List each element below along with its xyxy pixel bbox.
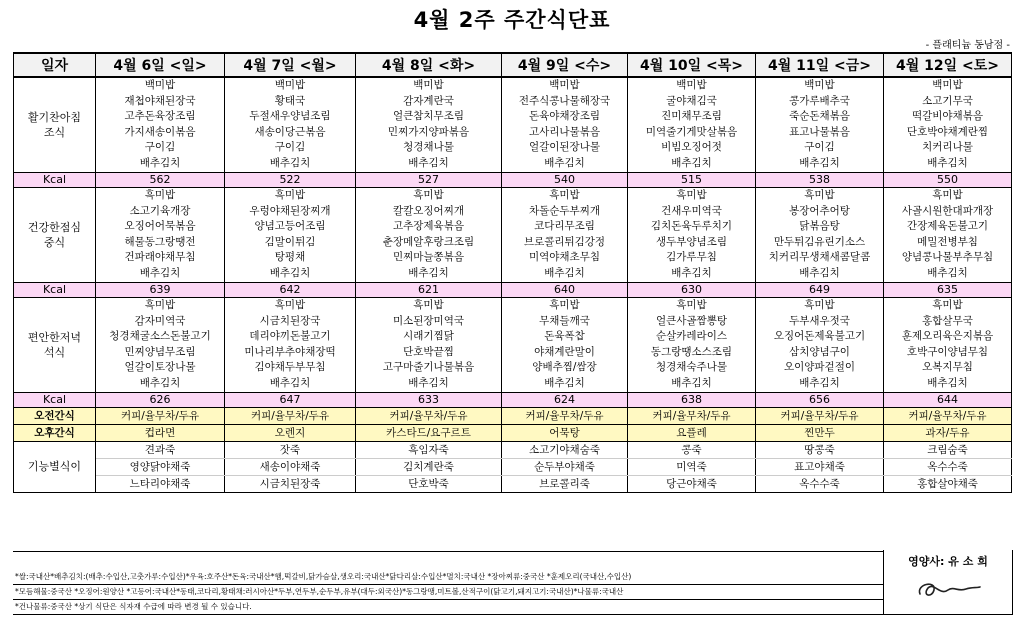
menu-item: 흑미밥 [804,299,835,311]
kcal-value: 630 [628,283,756,298]
day-header: 4월 6일 <일> [96,53,225,77]
kcal-row [14,393,1012,408]
porridge-item: 미역죽 [628,459,756,476]
menu-item: 민찌양념무조림 [124,345,196,358]
menu-item: 차돌순두부찌개 [528,204,600,217]
porridge-item: 느타리야채죽 [96,476,225,493]
menu-item: 흑미밥 [274,299,306,311]
day-menu [756,188,884,283]
menu-item: 흑미밥 [413,299,444,311]
kcal-value: 562 [96,173,225,188]
menu-item: 배추김치 [671,266,712,279]
menu-item: 얼갈이된장나물 [528,141,600,154]
menu-item: 백미밥 [413,79,444,91]
menu-item: 백미밥 [676,79,707,91]
porridge-item: 표고야채죽 [756,459,884,476]
menu-item: 죽순돈채볶음 [789,110,850,123]
menu-item: 시금치된장국 [259,314,321,327]
kcal-value: 639 [96,283,225,298]
menu-item: 김말이튀김 [264,235,316,248]
kcal-label: Kcal [14,283,96,298]
porridge-item: 김치계란죽 [356,459,502,476]
menu-item: 탕평채 [274,251,306,264]
menu-item: 치커리무생채새콤달콤 [768,251,871,264]
menu-item: 오이양파겉절이 [783,361,855,374]
meal-label-type: 석식 [43,346,66,359]
snack-value: 찐만두 [756,425,884,442]
menu-item: 닭볶음탕 [799,220,840,233]
snack-row [14,408,1012,425]
meal-label-title: 활기찬아침 [27,111,82,124]
menu-item: 흑미밥 [932,299,963,311]
menu-item: 홍합살무국 [922,314,973,327]
menu-item: 배추김치 [544,156,585,169]
menu-item: 구이김 [804,141,835,154]
porridge-item: 옥수수죽 [756,476,884,493]
day-menu [502,77,628,173]
menu-item: 브로콜리튀김강정 [523,235,606,248]
snack-value: 요플레 [628,425,756,442]
porridge-item: 크림숨죽 [884,442,1012,459]
snack-value: 컵라면 [96,425,225,442]
day-menu [96,77,225,173]
menu-item: 건새우미역국 [661,204,722,217]
functional-row [14,442,1012,459]
menu-item: 고추장제육볶음 [392,220,464,233]
kcal-row [14,173,1012,188]
kcal-value: 624 [502,393,628,408]
menu-item: 메밀전병부침 [917,235,978,248]
menu-item: 야채계란말이 [534,345,595,358]
menu-item: 단호박끝찜 [403,345,454,358]
snack-label: 오후간식 [14,425,96,442]
menu-item: 배추김치 [544,376,585,389]
porridge-item: 단호박죽 [356,476,502,493]
kcal-value: 621 [356,283,502,298]
menu-item: 흑미밥 [549,299,580,311]
snack-value: 커피/율무차/두유 [96,408,225,425]
menu-item: 재첩야채된장국 [124,94,196,107]
menu-item: 청경채굴소스돈불고기 [109,330,211,343]
menu-item: 배추김치 [139,376,181,389]
porridge-item: 옥수수죽 [884,459,1012,476]
functional-row [14,459,1012,476]
snack-value: 커피/율무차/두유 [756,408,884,425]
kcal-value: 656 [756,393,884,408]
kcal-value: 550 [884,173,1012,188]
meal-label-title: 건강한점심 [27,221,82,234]
menu-item: 민찌마늘쫑볶음 [392,251,464,264]
menu-item: 데리야끼돈불고기 [249,330,331,343]
meal-row [14,298,1012,393]
menu-item: 배추김치 [671,156,712,169]
day-menu [225,77,356,173]
menu-item: 민찌가지양파볶음 [387,125,470,138]
meal-label [14,188,96,283]
menu-item: 배추김치 [799,376,840,389]
change-note: *건나물류:중국산 *상기 식단은 식자재 수급에 따라 변경 될 수 있습니다. [13,600,883,615]
menu-item: 흑미밥 [676,189,707,201]
kcal-value: 635 [884,283,1012,298]
menu-item: 백미밥 [932,79,963,91]
menu-item: 사골시원한대파개장 [901,204,994,217]
menu-item: 배추김치 [927,266,968,279]
menu-item: 고사리나물볶음 [528,125,600,138]
kcal-label: Kcal [14,393,96,408]
menu-item: 돈육폭찹 [544,330,585,343]
snack-value: 커피/율무차/두유 [884,408,1012,425]
meal-label [14,298,96,393]
menu-item: 얼큰참치무조림 [392,110,464,123]
day-header: 4월 8일 <화> [356,53,502,77]
menu-item: 칼칼오징어찌개 [392,204,464,217]
menu-item: 치커리나물 [922,141,973,154]
menu-item: 백미밥 [274,79,306,91]
menu-item: 고구마줄기나물볶음 [382,361,475,374]
meal-label-title: 편안한저녁 [27,331,82,344]
menu-item: 두부새우젓국 [789,314,850,327]
menu-item: 김치돈육두루치기 [650,220,733,233]
menu-item: 구이김 [274,141,306,154]
functional-label: 기능별식이 [14,442,96,493]
snack-value: 과자/두유 [884,425,1012,442]
day-menu [756,77,884,173]
menu-item: 소고기육개장 [129,204,191,217]
menu-item: 배추김치 [408,266,449,279]
menu-item: 흑미밥 [274,189,306,201]
kcal-value: 638 [628,393,756,408]
menu-item: 떡갈비야채볶음 [911,110,983,123]
menu-item: 배추김치 [544,266,585,279]
dietitian-name: 영양사: 유 소 희 [908,555,988,568]
menu-item: 배추김치 [671,376,712,389]
kcal-value: 633 [356,393,502,408]
porridge-item: 홍합살야채죽 [884,476,1012,493]
menu-item: 훈제오리육은지볶음 [901,330,994,343]
menu-item: 코다리무조림 [534,220,595,233]
menu-item: 미나리부추야채장떡 [244,345,336,358]
meal-label-type: 중식 [43,236,66,249]
menu-item: 시래기찜닭 [403,330,454,343]
menu-item: 청경채숙주나물 [655,361,727,374]
signature-box [883,550,1013,615]
origin-note: *쌀:국내산*배추김치:(배추:수입산,고춧가루:수입산)*우육:호주산*돈육:국내산*햄,떡갈비,닭가슴살,생오리:국내산*닭다리살:수입산*멸치:국내산 *장아찌류:중국산 *훈제오리(국내산,수입산) [13,570,883,585]
menu-item: 배추김치 [799,266,840,279]
menu-item: 배추김치 [408,156,449,169]
porridge-item: 영양닭야채죽 [96,459,225,476]
day-header: 4월 11일 <금> [756,53,884,77]
kcal-row [14,283,1012,298]
functional-row [14,476,1012,493]
menu-item: 배추김치 [408,376,449,389]
menu-item: 콩가루배추국 [789,94,850,107]
day-menu [628,188,756,283]
header-row [14,53,1012,77]
day-menu [356,188,502,283]
menu-item: 배추김치 [927,376,968,389]
menu-item: 비빔오징어젓 [661,141,722,154]
porridge-item: 브로콜리죽 [502,476,628,493]
day-header: 4월 12일 <토> [884,53,1012,77]
porridge-item: 새송이야채죽 [225,459,356,476]
porridge-item: 견과죽 [96,442,225,459]
day-menu [225,188,356,283]
menu-item: 감자미역국 [134,314,186,327]
menu-item: 미역줄기게맛살볶음 [645,125,738,138]
menu-item: 감자계란국 [403,94,454,107]
menu-item: 청경채나물 [403,141,454,154]
menu-item: 미역야채초무침 [528,251,600,264]
menu-item: 가지새송이볶음 [124,125,196,138]
notes-block [13,570,883,615]
snack-label: 오전간식 [14,408,96,425]
day-menu [356,298,502,393]
snack-value: 커피/율무차/두유 [225,408,356,425]
kcal-value: 538 [756,173,884,188]
menu-item: 흑미밥 [676,299,707,311]
signature-icon [914,574,984,604]
kcal-value: 515 [628,173,756,188]
menu-item: 배추김치 [139,156,181,169]
menu-item: 오징어어묵볶음 [124,220,196,233]
kcal-value: 644 [884,393,1012,408]
menu-item: 동그랑땡소스조림 [650,345,733,358]
meal-label [14,77,96,173]
kcal-value: 640 [502,283,628,298]
menu-item: 배추김치 [269,266,311,279]
menu-item: 전주식콩나물해장국 [518,94,611,107]
date-label: 일자 [14,53,96,77]
day-menu [756,298,884,393]
kcal-value: 642 [225,283,356,298]
menu-item: 흑미밥 [144,299,176,311]
menu-item: 두절새우양념조림 [249,110,331,123]
menu-item: 양념고등어조림 [254,220,326,233]
menu-item: 만두튀김유린기소스 [773,235,866,248]
menu-item: 황태국 [274,94,306,107]
day-menu [96,188,225,283]
day-header: 4월 9일 <수> [502,53,628,77]
menu-item: 단호박야채계란찜 [906,125,989,138]
menu-item: 얼갈이토장나물 [124,361,196,374]
menu-item: 굴야채김국 [666,94,717,107]
menu-item: 소고기무국 [922,94,973,107]
menu-item: 흑미밥 [413,189,444,201]
menu-item: 흑미밥 [804,189,835,201]
day-menu [502,298,628,393]
branch-name: - 플래티늄 동남점 - [925,40,1010,51]
porridge-item: 흑임자죽 [356,442,502,459]
day-header: 4월 10일 <목> [628,53,756,77]
menu-item: 돈육야채장조림 [528,110,600,123]
day-menu [96,298,225,393]
menu-item: 배추김치 [269,156,311,169]
snack-value: 카스타드/요구르트 [356,425,502,442]
menu-item: 양념콩나물부추무침 [901,251,994,264]
kcal-value: 647 [225,393,356,408]
menu-item: 봉장어추어탕 [789,204,850,217]
day-menu [628,298,756,393]
snack-value: 커피/율무차/두유 [356,408,502,425]
menu-item: 김야채두부무침 [254,361,326,374]
kcal-value: 522 [225,173,356,188]
menu-item: 춘장메알후랑크조림 [382,235,475,248]
menu-item: 흑미밥 [932,189,963,201]
kcal-value: 649 [756,283,884,298]
snack-value: 오렌지 [225,425,356,442]
menu-item: 배추김치 [139,266,181,279]
menu-item: 오징어돈제육불고기 [773,330,866,343]
kcal-value: 540 [502,173,628,188]
page-title: 4월 2주 주간식단표 [413,8,611,32]
menu-item: 표고나물볶음 [789,125,850,138]
menu-item: 해물동그랑땡전 [124,235,196,248]
menu-item: 백미밥 [549,79,580,91]
menu-table [13,52,1012,493]
menu-item: 오복지무침 [922,361,973,374]
snack-row [14,425,1012,442]
menu-item: 얼큰사골짬뽕탕 [655,314,727,327]
day-menu [628,77,756,173]
menu-item: 미소된장미역국 [392,314,464,327]
menu-item: 흑미밥 [549,189,580,201]
porridge-item: 땅콩죽 [756,442,884,459]
menu-item: 순살카레라이스 [655,330,727,343]
meal-label-type: 조식 [43,126,66,139]
porridge-item: 소고기야채숨죽 [502,442,628,459]
menu-item: 간장제육돈불고기 [906,220,989,233]
menu-item: 새송이당근볶음 [254,125,326,138]
snack-value: 어묵탕 [502,425,628,442]
porridge-item: 잣죽 [225,442,356,459]
porridge-item: 순두부야채죽 [502,459,628,476]
meal-row [14,77,1012,173]
menu-item: 삼치양념구이 [789,345,850,358]
kcal-label: Kcal [14,173,96,188]
menu-item: 배추김치 [799,156,840,169]
day-menu [356,77,502,173]
menu-item: 호박구이양념무침 [906,345,989,358]
origin-note: *모듬해물:중국산 *오징어:원양산 *고등어:국내산*동태,코다리,황태채:러시아산*두부,연두부,순두부,유부(대두:외국산)*동그랑땡,미트볼,산적구이(닭고기,돼지고기:국내산)*나물류:국내산 [13,585,883,600]
day-menu [225,298,356,393]
menu-item: 생두부양념조림 [655,235,727,248]
porridge-item: 당근야채죽 [628,476,756,493]
day-header: 4월 7일 <월> [225,53,356,77]
kcal-value: 626 [96,393,225,408]
menu-item: 진미채무조림 [661,110,722,123]
menu-item: 백미밥 [144,79,176,91]
porridge-item: 콩죽 [628,442,756,459]
porridge-item: 시금치된장죽 [225,476,356,493]
kcal-value: 527 [356,173,502,188]
snack-value: 커피/율무차/두유 [628,408,756,425]
menu-item: 백미밥 [804,79,835,91]
menu-item: 구이김 [144,141,176,154]
menu-item: 배추김치 [927,156,968,169]
day-menu [884,77,1012,173]
day-menu [502,188,628,283]
snack-value: 커피/율무차/두유 [502,408,628,425]
menu-item: 고추돈육장조림 [124,110,196,123]
menu-item: 양배추찜/쌈장 [532,361,597,374]
menu-item: 우렁야채된장찌개 [249,204,331,217]
divider [13,551,883,552]
day-menu [884,188,1012,283]
menu-item: 김가루무침 [666,251,717,264]
day-menu [884,298,1012,393]
menu-item: 건파래야채무침 [124,251,196,264]
meal-row [14,188,1012,283]
menu-item: 흑미밥 [144,189,176,201]
menu-item: 배추김치 [269,376,311,389]
menu-item: 무채들깨국 [539,314,590,327]
